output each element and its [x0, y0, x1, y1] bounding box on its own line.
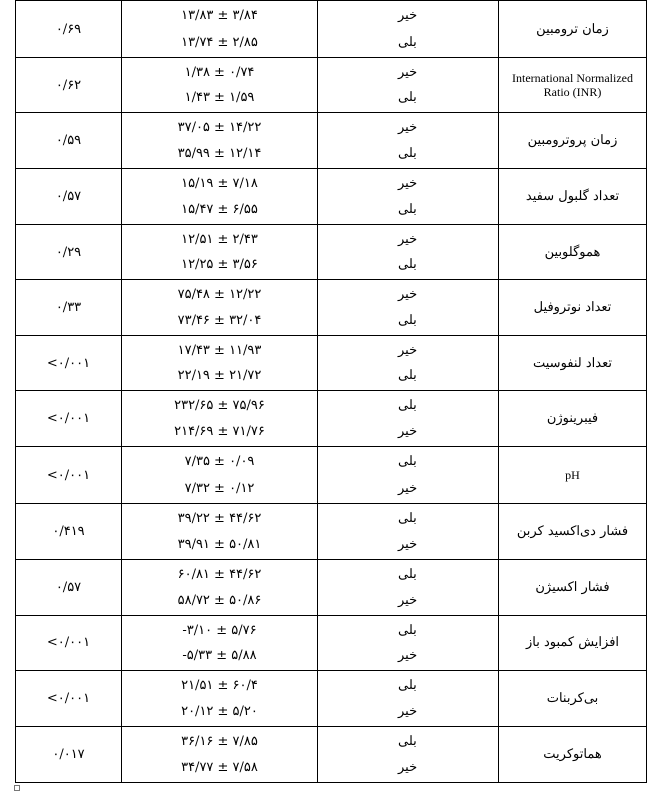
variable-name: بی‌کربنات — [546, 690, 599, 706]
value-first: ۳۶/۱۶ ± ۷/۸۵ — [181, 733, 258, 749]
group-cell — [318, 447, 499, 503]
group-first: بلی — [398, 566, 417, 582]
value-second: ۲۰/۱۲ ± ۵/۲۰ — [181, 703, 258, 719]
group-second: بلی — [398, 146, 417, 162]
value-first: -۳/۱۰ ± ۵/۷۶ — [182, 622, 257, 638]
values-cell — [122, 503, 318, 559]
table-row — [16, 1, 647, 58]
p-value-cell — [16, 503, 122, 559]
variable-name-cell — [499, 1, 647, 58]
value-second: ۱۲/۲۵ ± ۳/۵۶ — [181, 257, 258, 273]
group-cell — [318, 113, 499, 169]
group-cell — [318, 58, 499, 113]
table-row — [16, 58, 647, 113]
value-second: ۳۵/۹۹ ± ۱۲/۱۴ — [177, 146, 262, 162]
variable-name: تعداد لنفوسیت — [532, 355, 612, 371]
p-value: ۰/۶۲ — [55, 77, 82, 93]
values-cell — [122, 58, 318, 113]
values-cell — [122, 670, 318, 726]
value-first: ۷/۳۵ ± ۰/۰۹ — [184, 454, 255, 470]
group-second: خیر — [398, 703, 418, 719]
values-cell — [122, 280, 318, 336]
p-value: <۰/۰۰۱ — [46, 411, 91, 427]
table-row — [16, 280, 647, 336]
variable-name-cell — [499, 336, 647, 391]
group-cell — [318, 615, 499, 670]
group-second: بلی — [398, 368, 417, 384]
variable-name-cell — [499, 169, 647, 225]
values-cell — [122, 1, 318, 58]
value-second: ۳۹/۹۱ ± ۵۰/۸۱ — [177, 536, 262, 552]
group-second: بلی — [398, 35, 417, 51]
group-first: بلی — [398, 398, 417, 414]
p-value: ۰/۶۹ — [55, 21, 82, 37]
value-second: ۷/۳۲ ± ۰/۱۲ — [184, 480, 255, 496]
value-second: ۲۲/۱۹ ± ۲۱/۷۲ — [177, 368, 262, 384]
table-row — [16, 336, 647, 391]
variable-name: فشار دی‌اکسید کربن — [516, 523, 629, 539]
table-row — [16, 726, 647, 782]
value-second: -۵/۳۳ ± ۵/۸۸ — [182, 647, 257, 663]
value-first: ۶۰/۸۱ ± ۴۴/۶۲ — [177, 566, 262, 582]
group-second: خیر — [398, 760, 418, 775]
group-first: خیر — [398, 287, 418, 303]
p-value: ۰/۵۹ — [55, 133, 82, 149]
group-cell — [318, 503, 499, 559]
group-first: خیر — [398, 8, 418, 23]
p-value: ۰/۴۱۹ — [52, 523, 85, 539]
value-first: ۳۹/۲۲ ± ۴۴/۶۲ — [177, 510, 262, 526]
group-cell — [318, 1, 499, 58]
p-value: <۰/۰۰۱ — [46, 355, 91, 371]
variable-name-cell — [499, 447, 647, 503]
value-first: ۲۱/۵۱ ± ۶۰/۴ — [181, 677, 258, 693]
group-first: خیر — [398, 120, 418, 136]
p-value-cell — [16, 559, 122, 615]
table-row — [16, 391, 647, 447]
variable-name: افزایش کمبود باز — [525, 635, 620, 651]
results-table-body — [16, 1, 647, 783]
variable-name: pH — [565, 468, 580, 483]
variable-name-cell — [499, 615, 647, 670]
variable-name-cell — [499, 559, 647, 615]
value-second: ۱۳/۷۴ ± ۲/۸۵ — [181, 35, 258, 51]
group-first: بلی — [398, 733, 417, 749]
group-first: خیر — [398, 232, 418, 248]
variable-name-cell — [499, 225, 647, 280]
group-second: بلی — [398, 202, 417, 218]
value-second: ۱۵/۴۷ ± ۶/۵۵ — [181, 202, 258, 218]
group-second: خیر — [398, 424, 418, 440]
p-value-cell — [16, 726, 122, 782]
group-cell — [318, 169, 499, 225]
p-value: ۰/۵۷ — [55, 579, 82, 595]
values-cell — [122, 336, 318, 391]
group-second: بلی — [398, 90, 417, 106]
group-first: خیر — [398, 343, 418, 359]
values-cell — [122, 447, 318, 503]
p-value-cell — [16, 58, 122, 113]
p-value: ۰/۳۳ — [55, 300, 82, 316]
p-value-cell — [16, 336, 122, 391]
values-cell — [122, 169, 318, 225]
value-second: ۳۴/۷۷ ± ۷/۵۸ — [181, 760, 258, 775]
p-value-cell — [16, 391, 122, 447]
table-row — [16, 225, 647, 280]
table-row — [16, 503, 647, 559]
variable-name-cell — [499, 726, 647, 782]
p-value-cell — [16, 225, 122, 280]
variable-name-cell — [499, 503, 647, 559]
group-cell — [318, 559, 499, 615]
variable-name-cell — [499, 280, 647, 336]
p-value-cell — [16, 169, 122, 225]
group-second: خیر — [398, 480, 418, 496]
group-second: بلی — [398, 257, 417, 273]
p-value-cell — [16, 447, 122, 503]
table-row — [16, 559, 647, 615]
group-second: خیر — [398, 592, 418, 608]
variable-name: زمان ترومبین — [536, 21, 609, 37]
value-second: ۵۸/۷۲ ± ۵۰/۸۶ — [177, 592, 262, 608]
values-cell — [122, 391, 318, 447]
variable-name: هموگلوبین — [544, 244, 601, 260]
variable-name: هماتوکریت — [543, 746, 602, 762]
table-row — [16, 615, 647, 670]
table-end-marker — [14, 785, 20, 791]
value-first: ۱۵/۱۹ ± ۷/۱۸ — [181, 176, 258, 192]
value-first: ۲۳۲/۶۵ ± ۷۵/۹۶ — [174, 398, 265, 414]
variable-name-cell — [499, 391, 647, 447]
p-value-cell — [16, 113, 122, 169]
variable-name: تعداد نوتروفیل — [533, 300, 612, 316]
value-second: ۲۱۴/۶۹ ± ۷۱/۷۶ — [174, 424, 265, 440]
p-value: <۰/۰۰۱ — [46, 635, 91, 651]
variable-name-cell — [499, 58, 647, 113]
value-second: ۷۳/۴۶ ± ۳۲/۰۴ — [177, 313, 262, 329]
values-cell — [122, 559, 318, 615]
variable-name: زمان پروترومبین — [527, 133, 618, 149]
group-cell — [318, 336, 499, 391]
values-cell — [122, 615, 318, 670]
value-first: ۱/۳۸ ± ۰/۷۴ — [184, 65, 255, 81]
group-first: بلی — [398, 454, 417, 470]
p-value-cell — [16, 280, 122, 336]
p-value-cell — [16, 615, 122, 670]
table-row — [16, 113, 647, 169]
p-value-cell — [16, 1, 122, 58]
group-cell — [318, 670, 499, 726]
group-first: خیر — [398, 65, 418, 81]
variable-name: فیبرینوژن — [546, 411, 599, 427]
value-first: ۱۲/۵۱ ± ۲/۴۳ — [181, 232, 258, 248]
variable-name: International Normalized Ratio (INR) — [512, 71, 633, 100]
p-value: ۰/۰۱۷ — [52, 746, 85, 762]
group-cell — [318, 280, 499, 336]
value-first: ۱۷/۴۳ ± ۱۱/۹۳ — [177, 343, 262, 359]
value-first: ۳۷/۰۵ ± ۱۴/۲۲ — [177, 120, 262, 136]
group-first: خیر — [398, 176, 418, 192]
values-cell — [122, 225, 318, 280]
variable-name-cell — [499, 670, 647, 726]
p-value: <۰/۰۰۱ — [46, 690, 91, 706]
group-cell — [318, 391, 499, 447]
value-first: ۱۳/۸۳ ± ۳/۸۴ — [181, 8, 258, 23]
group-cell — [318, 225, 499, 280]
value-second: ۱/۴۳ ± ۱/۵۹ — [184, 90, 255, 106]
p-value-cell — [16, 670, 122, 726]
p-value: ۰/۲۹ — [55, 244, 82, 260]
value-first: ۷۵/۴۸ ± ۱۲/۲۲ — [177, 287, 262, 303]
group-cell — [318, 726, 499, 782]
group-first: بلی — [398, 510, 417, 526]
group-first: بلی — [398, 622, 417, 638]
table-row — [16, 169, 647, 225]
group-second: خیر — [398, 536, 418, 552]
results-table — [15, 0, 647, 783]
values-cell — [122, 113, 318, 169]
p-value: <۰/۰۰۱ — [46, 467, 91, 483]
table-row — [16, 670, 647, 726]
group-first: بلی — [398, 677, 417, 693]
group-second: بلی — [398, 313, 417, 329]
group-second: خیر — [398, 647, 418, 663]
p-value: ۰/۵۷ — [55, 189, 82, 205]
variable-name-cell — [499, 113, 647, 169]
table-row — [16, 447, 647, 503]
values-cell — [122, 726, 318, 782]
variable-name: فشار اکسیژن — [535, 579, 610, 595]
variable-name: تعداد گلبول سفید — [525, 189, 620, 205]
